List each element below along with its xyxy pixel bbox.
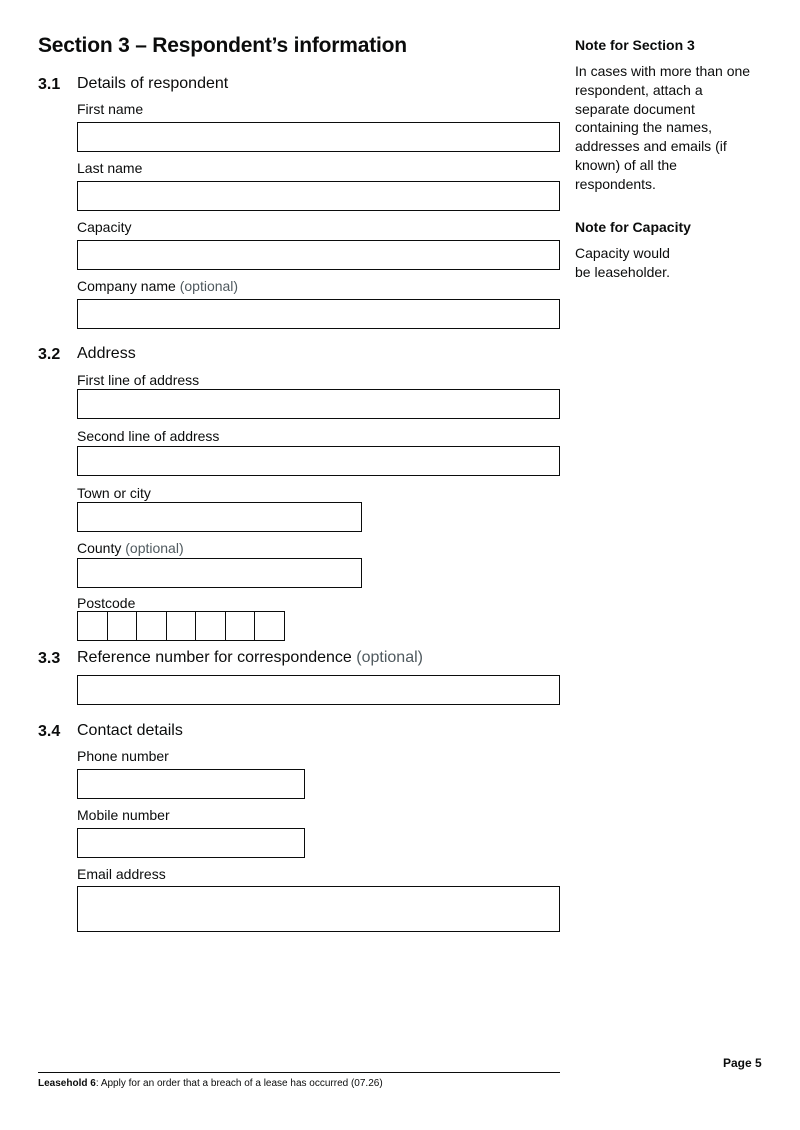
capacity-field[interactable]	[77, 240, 560, 270]
first-name-field[interactable]	[77, 122, 560, 152]
company-name-label	[77, 278, 238, 294]
optional-marker: (optional)	[356, 649, 423, 666]
question-title-address: Address	[77, 345, 136, 362]
note-section-3-title: Note for Section 3	[575, 37, 695, 53]
email-field[interactable]	[77, 886, 560, 932]
note-section-3-text: In cases with more than one respondent, attach a separate document containing the names, addresses and emails (if known) of all the respondents.	[575, 63, 751, 192]
reference-number-field[interactable]	[77, 675, 560, 705]
phone-field[interactable]	[77, 769, 305, 799]
question-number-3-3: 3.3	[38, 650, 61, 667]
phone-label: Phone number	[77, 748, 169, 764]
optional-marker: (optional)	[125, 540, 184, 556]
email-label: Email address	[77, 866, 166, 882]
postcode-cell[interactable]	[166, 611, 197, 641]
question-title-contact-details: Contact details	[77, 722, 183, 739]
postcode-cell[interactable]	[254, 611, 285, 641]
mobile-label: Mobile number	[77, 807, 170, 823]
address-line-2-label: Second line of address	[77, 428, 220, 444]
mobile-field[interactable]	[77, 828, 305, 858]
company-name-field[interactable]	[77, 299, 560, 329]
note-capacity-title: Note for Capacity	[575, 219, 691, 235]
question-number-3-4: 3.4	[38, 723, 61, 740]
town-field[interactable]	[77, 502, 362, 532]
address-line-1-field[interactable]	[77, 389, 560, 419]
page-title: Section 3 – Respondent’s information	[38, 34, 407, 57]
footer-divider	[38, 1072, 560, 1073]
address-line-2-field[interactable]	[77, 446, 560, 476]
postcode-field[interactable]	[77, 611, 285, 641]
question-number-3-2: 3.2	[38, 346, 61, 363]
page-number: Page 5	[723, 1056, 762, 1070]
note-capacity-text: Capacity would be leaseholder.	[575, 245, 670, 280]
optional-marker: (optional)	[179, 278, 239, 294]
capacity-label: Capacity	[77, 219, 132, 235]
postcode-cell[interactable]	[77, 611, 108, 641]
postcode-label: Postcode	[77, 595, 136, 611]
question-number-3-1: 3.1	[38, 76, 61, 93]
last-name-field[interactable]	[77, 181, 560, 211]
question-title-details-of-respondent: Details of respondent	[77, 75, 229, 92]
footer-form-name: Leasehold 6	[38, 1078, 96, 1089]
town-label: Town or city	[77, 485, 151, 501]
footer-form-description: : Apply for an order that a breach of a lease has occurred (07.26)	[95, 1078, 383, 1089]
postcode-cell[interactable]	[107, 611, 138, 641]
postcode-cell[interactable]	[225, 611, 256, 641]
footer-form-reference	[38, 1078, 383, 1089]
company-name-label-text: Company name	[77, 278, 176, 294]
postcode-cell[interactable]	[195, 611, 226, 641]
question-title-reference	[77, 649, 423, 667]
last-name-label: Last name	[77, 160, 143, 176]
county-label-text: County	[77, 540, 122, 556]
county-field[interactable]	[77, 558, 362, 588]
first-name-label: First name	[77, 101, 144, 117]
county-label	[77, 540, 184, 556]
postcode-cell[interactable]	[136, 611, 167, 641]
address-line-1-label: First line of address	[77, 372, 200, 388]
reference-title-text: Reference number for correspondence	[77, 649, 352, 666]
